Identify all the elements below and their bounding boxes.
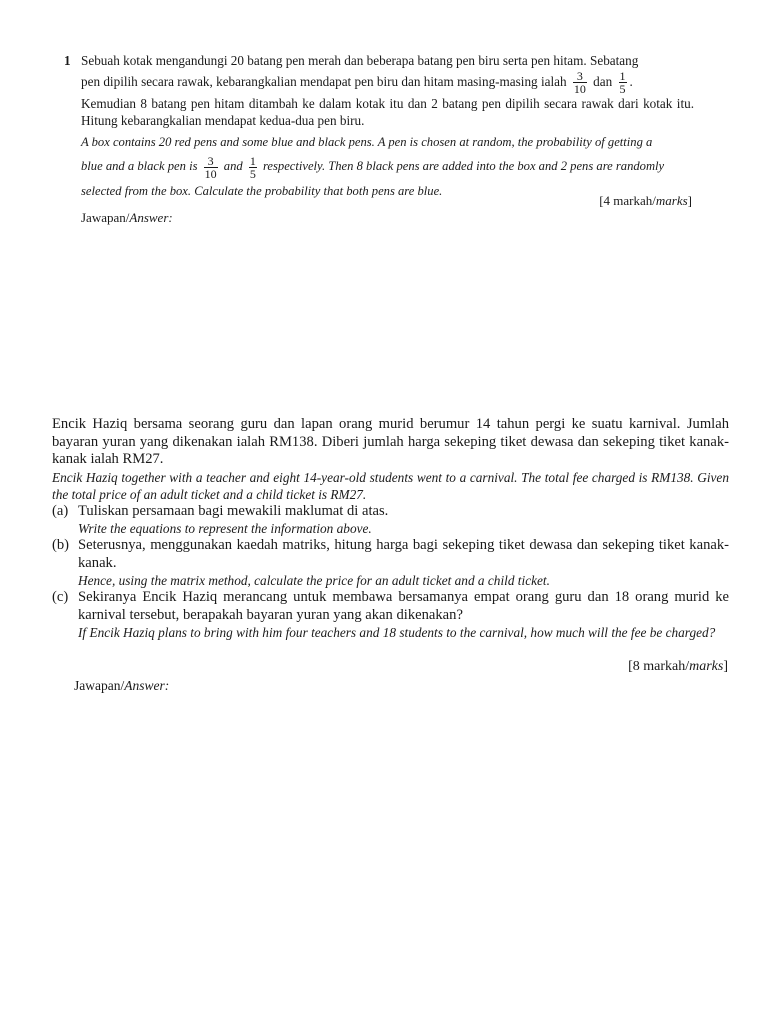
question-2-answer-label: Jawapan/Answer:: [74, 678, 170, 693]
question-2-part-b: [52, 537, 729, 589]
question-1-malay-line-1: Sebuah kotak mengandungi 20 batang pen merah dan beberapa batang pen biru serta pen hitam. Sebatang: [81, 53, 639, 68]
fraction-blue: $\frac{3}{10}$: [573, 69, 586, 97]
part-label: (a): [52, 502, 69, 519]
fraction-blue-en: $\frac{3}{10}$: [204, 154, 217, 182]
question-1: [64, 52, 694, 202]
question-2-part-a: [52, 503, 729, 538]
question-2-intro-malay: Encik Haziq bersama seorang guru dan lapan orang murid berumur 14 tahun pergi ke suatu karnival. Jumlah bayaran yuran yang dikenakan ialah RM138. Diberi jumlah harga sekeping tiket dewasa dan sekeping tiket kanak-kanak ialah RM27.: [52, 416, 729, 467]
question-2-part-c: [52, 589, 729, 641]
part-a-malay: Tuliskan persamaan bagi mewakili maklumat di atas.: [78, 502, 389, 519]
part-label: (c): [52, 589, 69, 605]
fraction-black-en: $\frac{1}{5}$: [249, 154, 256, 182]
part-c-malay: Sekiranya Encik Haziq merancang untuk membawa bersamanya empat orang guru dan 18 orang murid ke karnival tersebut, berapakah bayaran yuran yang akan dikenakan?: [78, 589, 729, 623]
question-1-english-line-3: selected from the box. Calculate the probability that both pens are blue.: [81, 184, 443, 199]
question-1-english: [81, 131, 694, 202]
question-1-malay-line-3: Kemudian 8 batang pen hitam ditambah ke dalam kotak itu dan 2 batang pen dipilih secara rawak dari kotak itu. Hitung kebarangkalian mendapat kedua-dua pen biru.: [81, 96, 694, 129]
question-1-english-line-2: blue and a black pen is $\frac{3}{10}$ and $\frac{1}{5}$ respectively. Then 8 black pens are added into the box and 2 pens are randomly: [81, 154, 665, 182]
question-1-malay-line-2: pen dipilih secara rawak, kebarangkalian mendapat pen biru dan hitam masing-masing ialah $\frac{3}{10}$ dan $\frac{1}{5}$ .: [81, 69, 633, 97]
question-2-intro-english: Encik Haziq together with a teacher and eight 14-year-old students went to a carnival. The total fee charged is RM138. Given the total price of an adult ticket and a child ticket is RM27.: [52, 469, 729, 502]
question-1-answer-label: Jawapan/Answer:: [81, 210, 173, 225]
question-2-marks: [8 markah/marks]: [628, 659, 728, 674]
conjunction-dan: dan: [593, 74, 613, 89]
question-2: [52, 416, 729, 641]
part-a-english: Write the equations to represent the information above.: [78, 521, 372, 536]
question-1-body: [81, 52, 694, 202]
part-c-english: If Encik Haziq plans to bring with him four teachers and 18 students to the carnival, how much will the fee be charged?: [78, 625, 716, 640]
question-1-marks: [4 markah/marks]: [599, 193, 692, 208]
part-label: (b): [52, 537, 70, 553]
question-1-malay-line-2-text: pen dipilih secara rawak, kebarangkalian mendapat pen biru dan hitam masing-masing ialah: [81, 74, 567, 89]
question-1-english-line-1: A box contains 20 red pens and some blue and black pens. A pen is chosen at random, the probability of getting a: [81, 135, 653, 150]
part-b-malay: Seterusnya, menggunakan kaedah matriks, hitung harga bagi sekeping tiket dewasa dan sekeping tiket kanak-kanak.: [78, 537, 729, 571]
part-b-english: Hence, using the matrix method, calculate the price for an adult ticket and a child ticket.: [78, 573, 550, 588]
question-number: 1: [64, 53, 71, 68]
fraction-black: $\frac{1}{5}$: [619, 69, 626, 97]
